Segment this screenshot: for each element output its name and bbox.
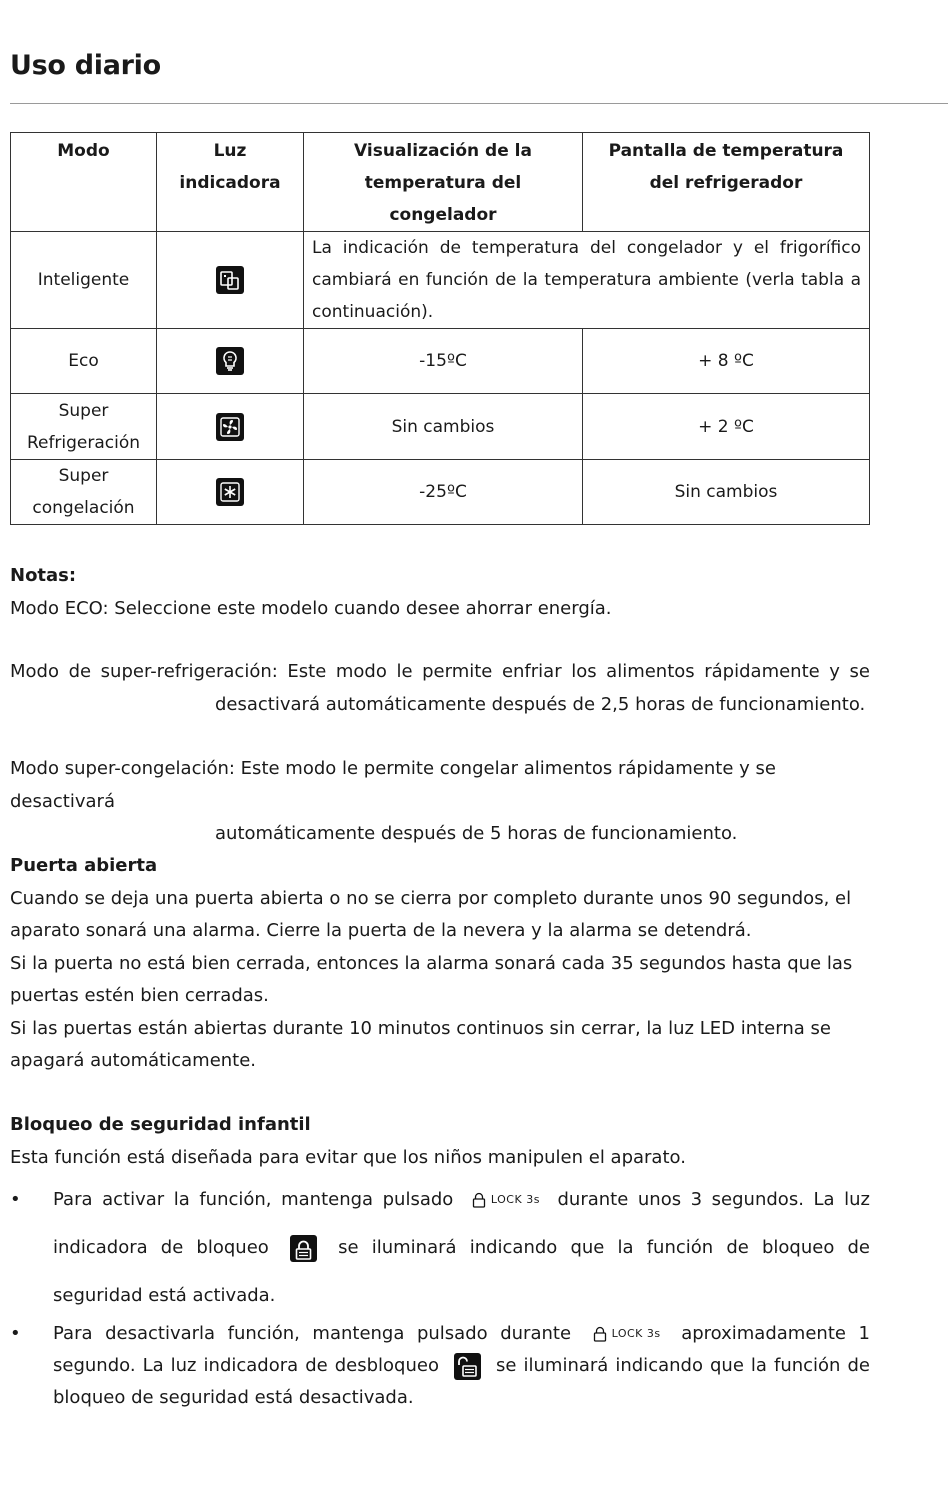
- super-freeze-note-line2: automáticamente después de 5 horas de funcionamiento.: [215, 823, 738, 844]
- table-row: [11, 329, 870, 394]
- header-freezer: Visualización de la temperatura del congelador: [304, 133, 583, 232]
- table-row: [11, 460, 870, 525]
- padlock-icon: [592, 1326, 608, 1342]
- mode-name: Eco: [11, 329, 157, 394]
- unlock-indicator-icon: [454, 1353, 481, 1380]
- mode-name: Super Refrigeración: [11, 394, 157, 460]
- table-row: [11, 394, 870, 460]
- header-mode: Modo: [11, 133, 157, 232]
- super-cool-fan-icon: [216, 413, 244, 441]
- door-section: [10, 850, 870, 1078]
- door-paragraph-3: Si las puertas están abiertas durante 10 minutos continuos sin cerrar, la luz LED interna se apagará automáticamente.: [10, 1017, 831, 1071]
- freezer-value: -25ºC: [304, 460, 583, 525]
- table-row: [11, 232, 870, 329]
- door-paragraph-1: Cuando se deja una puerta abierta o no se cierra por completo durante unos 90 segundos, el aparato sonará una alarma. Cierre la puerta de la nevera y la alarma se detendrá.: [10, 887, 852, 941]
- smart-mode-icon: [216, 266, 244, 294]
- padlock-icon: [471, 1192, 487, 1208]
- lock-button: LOCK 3s: [471, 1176, 540, 1224]
- door-paragraph-2: Si la puerta no está bien cerrada, entonces la alarma sonará cada 35 segundos hasta que las puertas estén bien cerradas.: [10, 952, 853, 1006]
- freezer-value: Sin cambios: [304, 394, 583, 460]
- list-item: • Para activar la función, mantenga pulsado LOCK 3s durante unos 3 segundos. La luz indicadora de bloqueo se iluminará indicando que la función de bloqueo de seguridad está activada.: [10, 1176, 870, 1320]
- title-divider: [10, 103, 948, 104]
- snowflake-icon: [216, 478, 244, 506]
- mode-name: Inteligente: [11, 232, 157, 329]
- super-cool-note-line1: Modo de super-refrigeración: Este modo le permite enfriar los alimentos rápidamente y se: [10, 661, 870, 682]
- bullet-dot: •: [10, 1189, 21, 1210]
- lock-heading: Bloqueo de seguridad infantil: [10, 1114, 311, 1135]
- notes-heading: Notas:: [10, 565, 77, 586]
- door-heading: Puerta abierta: [10, 855, 158, 876]
- notes-section: [10, 560, 870, 625]
- fridge-value: + 2 ºC: [583, 394, 870, 460]
- lock-instructions: [10, 1176, 870, 1414]
- super-cool-note: [10, 656, 870, 721]
- header-fridge: Pantalla de temperatura del refrigerador: [583, 133, 870, 232]
- page-title: Uso diario: [10, 50, 161, 81]
- fridge-value: + 8 ºC: [583, 329, 870, 394]
- fridge-value: Sin cambios: [583, 460, 870, 525]
- bullet-dot: •: [10, 1323, 21, 1344]
- eco-note: Modo ECO: Seleccione este modelo cuando desee ahorrar energía.: [10, 597, 612, 619]
- header-indicator: Luz indicadora: [157, 133, 304, 232]
- list-item: • Para desactivarla función, mantenga pulsado durante LOCK 3s aproximadamente 1 segundo. La luz indicadora de desbloqueo se iluminará indicando que la función de bloqueo de seguridad está desactivada.: [10, 1318, 870, 1414]
- table-header-row: [11, 133, 870, 232]
- super-cool-note-line2: desactivará automáticamente después de 2,5 horas de funcionamiento.: [215, 693, 866, 715]
- super-freeze-note: [10, 753, 870, 851]
- lock-intro: Esta función está diseñada para evitar que los niños manipulen el aparato.: [10, 1146, 686, 1168]
- eco-bulb-icon: [216, 347, 244, 375]
- mode-name: Super congelación: [11, 460, 157, 525]
- modes-table: [10, 132, 870, 525]
- lock-indicator-icon: [290, 1235, 317, 1262]
- freezer-value: -15ºC: [304, 329, 583, 394]
- lock-button: LOCK 3s: [592, 1318, 661, 1350]
- lock-section: [10, 1109, 870, 1174]
- super-freeze-note-line1: Modo super-congelación: Este modo le permite congelar alimentos rápidamente y se desactivará: [10, 758, 776, 812]
- smart-mode-description: La indicación de temperatura del congelador y el frigorífico cambiará en función de la temperatura ambiente (verla tabla a continuación).: [304, 232, 870, 329]
